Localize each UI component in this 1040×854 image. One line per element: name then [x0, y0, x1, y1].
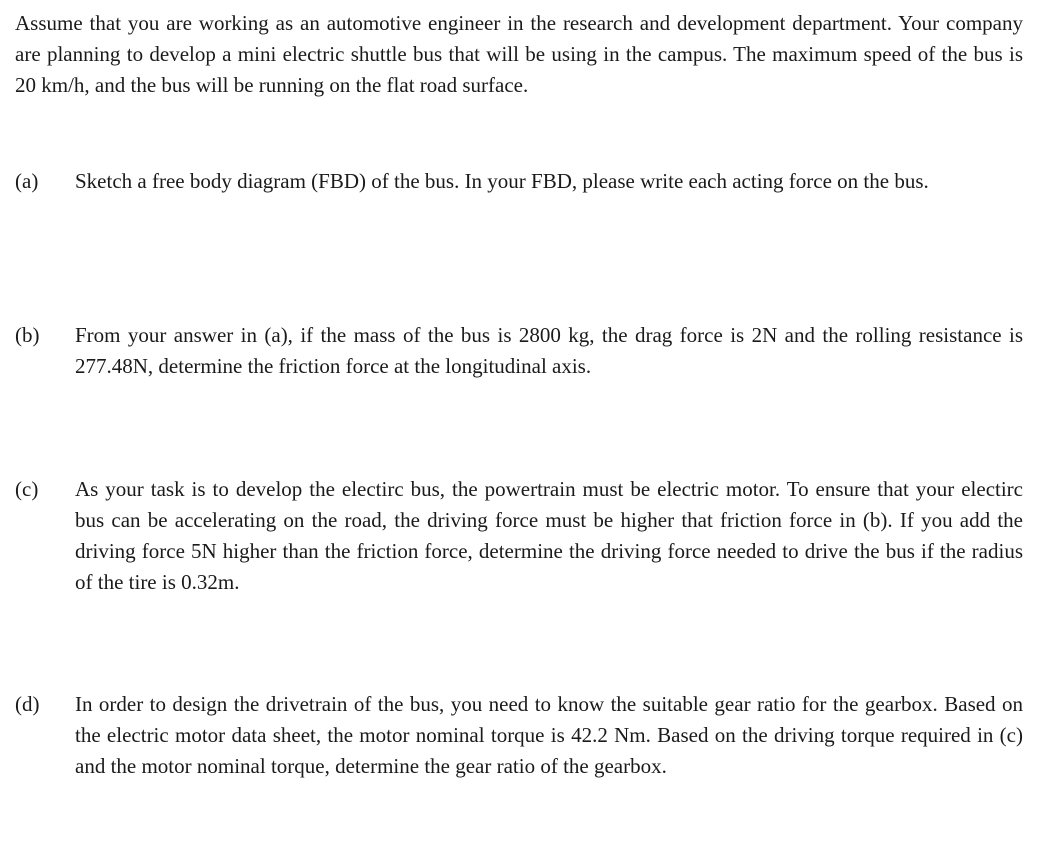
question-a-label: (a) [15, 169, 39, 193]
question-d-text: In order to design the drivetrain of the bus, you need to know the suitable gear ratio for the gearbox. Based on the electric motor data sheet, the motor nominal torque is 42.2 Nm. Based on the driving torque required in (c) and the motor nominal torque, determine the gear ratio of the gearbox. [75, 692, 1023, 778]
question-c-label: (c) [15, 477, 39, 501]
question-c-text: As your task is to develop the electirc bus, the powertrain must be electric motor. To ensure that your electirc bus can be accelerating on the road, the driving force must be higher that friction force in (b). If you add the driving force 5N higher than the friction force, determine the driving force needed to drive the bus if the radius of the tire is 0.32m. [75, 477, 1023, 594]
question-b-text: From your answer in (a), if the mass of the bus is 2800 kg, the drag force is 2N and the rolling resistance is 277.48N, determine the friction force at the longitudinal axis. [75, 323, 1023, 378]
question-b [15, 320, 1023, 382]
question-a [15, 166, 1023, 197]
question-d-label: (d) [15, 692, 40, 716]
question-b-label: (b) [15, 323, 40, 347]
question-c [15, 474, 1023, 598]
question-d [15, 689, 1023, 782]
question-a-text: Sketch a free body diagram (FBD) of the bus. In your FBD, please write each acting force on the bus. [75, 169, 929, 193]
intro-paragraph: Assume that you are working as an automotive engineer in the research and development department. Your company are planning to develop a mini electric shuttle bus that will be using in the campus. The maximum speed of the bus is 20 km/h, and the bus will be running on the flat road surface. [15, 11, 1023, 97]
